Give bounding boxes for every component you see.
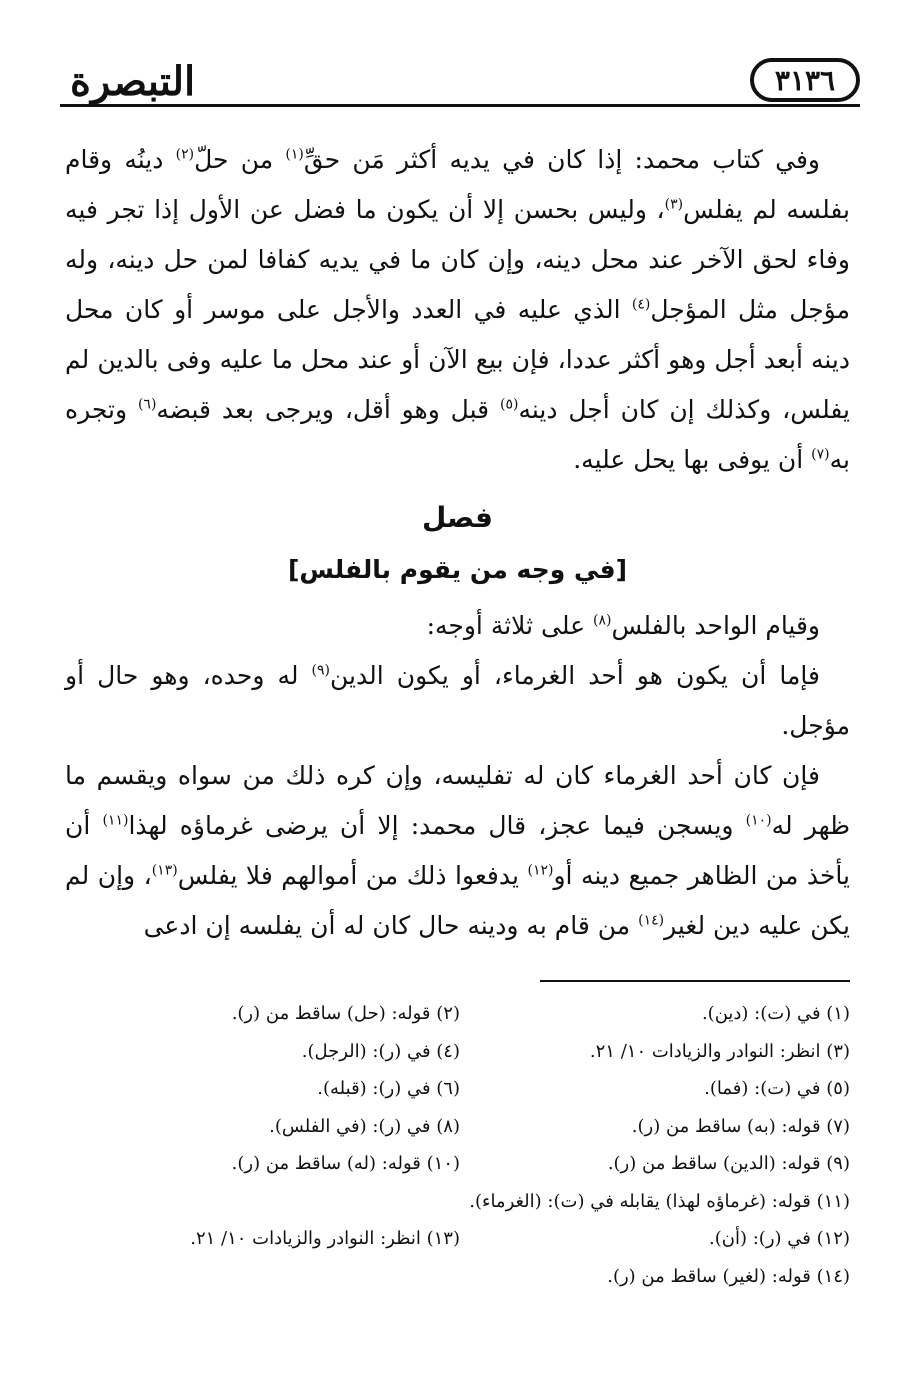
footnote-row [70, 995, 850, 1033]
footnote-2: (٢) قوله: (حل) ساقط من (ر). [231, 1003, 460, 1024]
text-run: فإما أن يكون هو أحد الغرماء، أو يكون الدين [330, 661, 820, 690]
text-run: أن يأخذ من الظاهر جميع دينه أو [65, 811, 850, 890]
footnote-4: (٤) في (ر): (الرجل). [301, 1040, 460, 1062]
text-run: وفي كتاب محمد: إذا كان في يديه أكثر مَن حقِّ [303, 145, 820, 174]
paragraph-4 [65, 751, 850, 951]
main-text [65, 135, 850, 951]
text-run: قبل وهو أقل، ويرجى بعد قبضه [156, 395, 500, 424]
text-run: من حلّ [194, 145, 286, 174]
section-title: فصل [422, 501, 493, 534]
footnotes [70, 995, 850, 1295]
footnote-ref: (٨) [592, 612, 612, 629]
text-run: دينُه وقام بفلسه لم يفلس [65, 145, 850, 224]
footnote-9: (٩) قوله: (الدين) ساقط من (ر). [607, 1153, 850, 1174]
footnote-row [70, 1070, 850, 1108]
footnote-ref: (١٤) [638, 912, 665, 929]
header-rule [60, 104, 860, 107]
text-run: ويسجن فيما عجز، قال محمد: إلا أن يرضى غرماؤه لهذا [128, 811, 746, 840]
text-run: له وحده، وهو حال أو مؤجل. [65, 661, 850, 740]
page-number-badge [750, 58, 860, 102]
footnote-ref: (٣) [664, 196, 684, 213]
footnote-ref: (٧) [811, 446, 830, 463]
footnote-3: (٣) انظر: النوادر والزيادات ١٠/ ٢١. [589, 1040, 850, 1062]
footnote-ref: (١٢) [527, 862, 554, 879]
page-number: ٣١٣٦ [774, 63, 836, 97]
footnote-14: (١٤) قوله: (لغير) ساقط من (ر). [607, 1265, 850, 1287]
footnote-11: (١١) قوله: (غرماؤه لهذا) يقابله في (ت): (الغرماء). [469, 1190, 850, 1212]
section-subtitle: [في وجه من يقوم بالفلس] [287, 555, 628, 584]
text-run: من قام به ودينه حال كان له أن يفلسه إن ادعى [143, 911, 639, 940]
footnote-1: (١) في (ت): (دين). [701, 1003, 850, 1024]
footnote-ref: (١٠) [745, 812, 772, 829]
footnote-5: (٥) في (ت): (فما). [704, 1078, 850, 1099]
footnote-8: (٨) في (ر): (في الفلس). [269, 1115, 460, 1137]
footnote-ref: (١١) [102, 812, 129, 829]
text-run: الذي عليه في العدد والأجل على موسر أو كان محل دينه أبعد أجل وهو أكثر عددا، فإن بيع الآن أو عند محل ما عليه وفى بالدين لم يفلس، وكذلك إن كان أجل دينه [65, 295, 850, 424]
footnote-7: (٧) قوله: (به) ساقط من (ر). [631, 1115, 850, 1137]
footnote-ref: (٩) [311, 662, 331, 679]
page-header [60, 50, 860, 120]
text-run: ، وإن لم يكن عليه دين لغير [65, 861, 850, 940]
text-run: أن يوفى بها يحل عليه. [573, 445, 812, 474]
footnote-12: (١٢) في (ر): (أن). [709, 1228, 850, 1249]
footnote-row [70, 1220, 850, 1258]
text-run: على ثلاثة أوجه: [426, 611, 593, 640]
footnote-row [70, 1145, 850, 1183]
footnote-13: (١٣) انظر: النوادر والزيادات ١٠/ ٢١. [190, 1228, 460, 1249]
paragraph-2 [65, 601, 850, 651]
footnote-ref: (١٣) [151, 862, 178, 879]
footnote-ref: (٤) [631, 296, 651, 313]
footnote-ref: (٥) [499, 396, 519, 413]
text-run: يدفعوا ذلك من أموالهم فلا يفلس [177, 861, 528, 890]
text-run: فإن كان أحد الغرماء كان له تفليسه، وإن كره ذلك من سواه ويقسم ما ظهر له [65, 761, 850, 840]
paragraph-3 [65, 651, 850, 751]
footnote-ref: (١) [285, 146, 304, 163]
footnote-ref: (٢) [175, 146, 195, 163]
footnote-row [70, 1033, 850, 1071]
footnote-row [70, 1108, 850, 1146]
footnote-6: (٦) في (ر): (قبله). [317, 1078, 460, 1099]
footnote-10: (١٠) قوله: (له) ساقط من (ر). [231, 1153, 460, 1174]
paragraph-1 [65, 135, 850, 485]
book-title: التبصرة [70, 58, 196, 105]
text-run: ، وليس بحسن إلا أن يكون ما فضل عن الأول إذا تجر فيه وفاء لحق الآخر عند محل دينه، وإن كان ما في يديه كفافا لمن حل دينه، وله مؤجل مثل المؤجل [65, 195, 850, 324]
footnote-divider [540, 980, 850, 982]
footnote-row [70, 1258, 850, 1296]
text-run: وقيام الواحد بالفلس [611, 611, 820, 640]
footnote-row [70, 1183, 850, 1221]
footnote-ref: (٦) [137, 396, 157, 413]
text-run: وتجره به [65, 395, 850, 474]
